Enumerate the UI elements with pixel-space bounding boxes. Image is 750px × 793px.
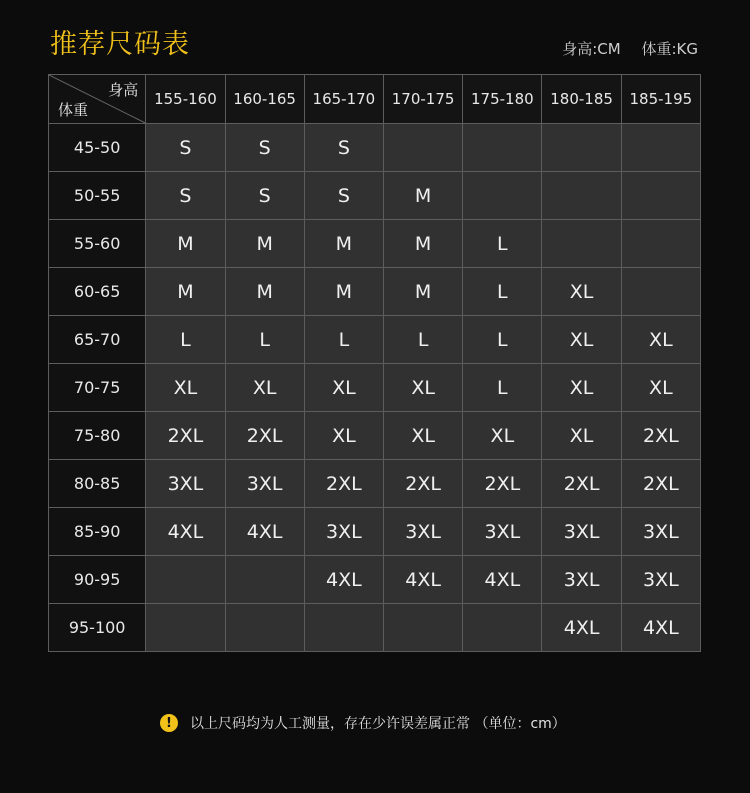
size-cell: XL	[384, 412, 463, 460]
table-row	[49, 460, 701, 508]
size-cell: XL	[542, 364, 621, 412]
size-cell: S	[304, 172, 383, 220]
size-cell: M	[146, 220, 225, 268]
size-table-body	[49, 124, 701, 652]
size-cell: M	[304, 220, 383, 268]
size-cell: M	[304, 268, 383, 316]
notice-text: 以上尺码均为人工测量，存在少许误差属正常 （单位：cm）	[190, 716, 566, 732]
corner-height-label: 身高	[108, 81, 139, 99]
row-header-weight: 80-85	[49, 460, 146, 508]
size-cell: 4XL	[621, 604, 700, 652]
corner-weight-label: 体重	[58, 101, 89, 119]
column-header: 175-180	[463, 75, 542, 124]
table-row	[49, 220, 701, 268]
size-cell: L	[225, 316, 304, 364]
size-cell: 4XL	[542, 604, 621, 652]
size-cell	[542, 220, 621, 268]
size-cell: 2XL	[225, 412, 304, 460]
size-cell	[621, 268, 700, 316]
row-header-weight: 50-55	[49, 172, 146, 220]
size-cell: 3XL	[146, 460, 225, 508]
size-cell: L	[304, 316, 383, 364]
size-cell: M	[225, 220, 304, 268]
size-cell	[542, 172, 621, 220]
size-cell: XL	[542, 412, 621, 460]
corner-header-cell	[49, 75, 146, 124]
row-header-weight: 90-95	[49, 556, 146, 604]
size-cell: 4XL	[304, 556, 383, 604]
size-cell	[146, 604, 225, 652]
size-chart-table	[48, 74, 701, 652]
row-header-weight: 85-90	[49, 508, 146, 556]
table-row	[49, 268, 701, 316]
size-cell: 3XL	[542, 508, 621, 556]
size-cell: XL	[384, 364, 463, 412]
size-cell	[463, 124, 542, 172]
size-cell: M	[225, 268, 304, 316]
size-cell: 4XL	[384, 556, 463, 604]
size-cell: XL	[621, 316, 700, 364]
size-cell	[621, 124, 700, 172]
size-cell: 3XL	[621, 508, 700, 556]
weight-unit-label: 体重:KG	[641, 40, 698, 58]
size-cell: 4XL	[463, 556, 542, 604]
column-header: 170-175	[384, 75, 463, 124]
page-title: 推荐尺码表	[50, 29, 190, 60]
size-cell	[225, 556, 304, 604]
size-cell	[463, 604, 542, 652]
size-cell: L	[384, 316, 463, 364]
size-cell: L	[146, 316, 225, 364]
row-header-weight: 75-80	[49, 412, 146, 460]
row-header-weight: 70-75	[49, 364, 146, 412]
size-cell: 3XL	[384, 508, 463, 556]
size-cell	[384, 124, 463, 172]
size-cell: 3XL	[304, 508, 383, 556]
size-cell: L	[463, 364, 542, 412]
column-header: 160-165	[225, 75, 304, 124]
size-cell: M	[384, 268, 463, 316]
size-cell: 2XL	[621, 460, 700, 508]
measurement-notice	[160, 713, 566, 733]
size-cell	[621, 172, 700, 220]
size-cell: S	[146, 124, 225, 172]
size-cell: 2XL	[621, 412, 700, 460]
size-cell: L	[463, 268, 542, 316]
size-cell	[225, 604, 304, 652]
units-legend	[562, 38, 698, 59]
size-cell: 2XL	[463, 460, 542, 508]
size-cell	[542, 124, 621, 172]
size-cell: XL	[542, 268, 621, 316]
size-cell: L	[463, 316, 542, 364]
size-cell: 2XL	[304, 460, 383, 508]
size-cell	[304, 604, 383, 652]
size-cell: S	[225, 124, 304, 172]
size-cell: M	[384, 172, 463, 220]
size-cell: XL	[542, 316, 621, 364]
size-cell: S	[146, 172, 225, 220]
size-cell	[384, 604, 463, 652]
size-cell: L	[463, 220, 542, 268]
column-header: 185-195	[621, 75, 700, 124]
exclamation-icon: !	[160, 714, 178, 732]
size-cell: 3XL	[225, 460, 304, 508]
table-row	[49, 412, 701, 460]
size-cell: 4XL	[225, 508, 304, 556]
table-row	[49, 556, 701, 604]
size-cell: 2XL	[542, 460, 621, 508]
size-cell: 4XL	[146, 508, 225, 556]
size-cell: 3XL	[542, 556, 621, 604]
size-cell: S	[225, 172, 304, 220]
size-cell: 3XL	[463, 508, 542, 556]
size-cell: S	[304, 124, 383, 172]
size-cell: XL	[463, 412, 542, 460]
table-row	[49, 172, 701, 220]
table-row	[49, 508, 701, 556]
row-header-weight: 55-60	[49, 220, 146, 268]
size-cell: 2XL	[146, 412, 225, 460]
height-unit-label: 身高:CM	[562, 40, 621, 58]
size-cell: XL	[225, 364, 304, 412]
column-header: 165-170	[304, 75, 383, 124]
column-header: 155-160	[146, 75, 225, 124]
size-cell: XL	[621, 364, 700, 412]
row-header-weight: 45-50	[49, 124, 146, 172]
row-header-weight: 60-65	[49, 268, 146, 316]
size-cell	[146, 556, 225, 604]
table-row	[49, 316, 701, 364]
size-cell	[463, 172, 542, 220]
size-cell: M	[146, 268, 225, 316]
header-row	[49, 75, 701, 124]
size-cell: XL	[146, 364, 225, 412]
size-cell: 3XL	[621, 556, 700, 604]
table-row	[49, 364, 701, 412]
row-header-weight: 65-70	[49, 316, 146, 364]
size-cell: M	[384, 220, 463, 268]
size-cell: XL	[304, 412, 383, 460]
table-row	[49, 604, 701, 652]
column-header: 180-185	[542, 75, 621, 124]
size-cell	[621, 220, 700, 268]
table-row	[49, 124, 701, 172]
size-cell: XL	[304, 364, 383, 412]
row-header-weight: 95-100	[49, 604, 146, 652]
size-cell: 2XL	[384, 460, 463, 508]
